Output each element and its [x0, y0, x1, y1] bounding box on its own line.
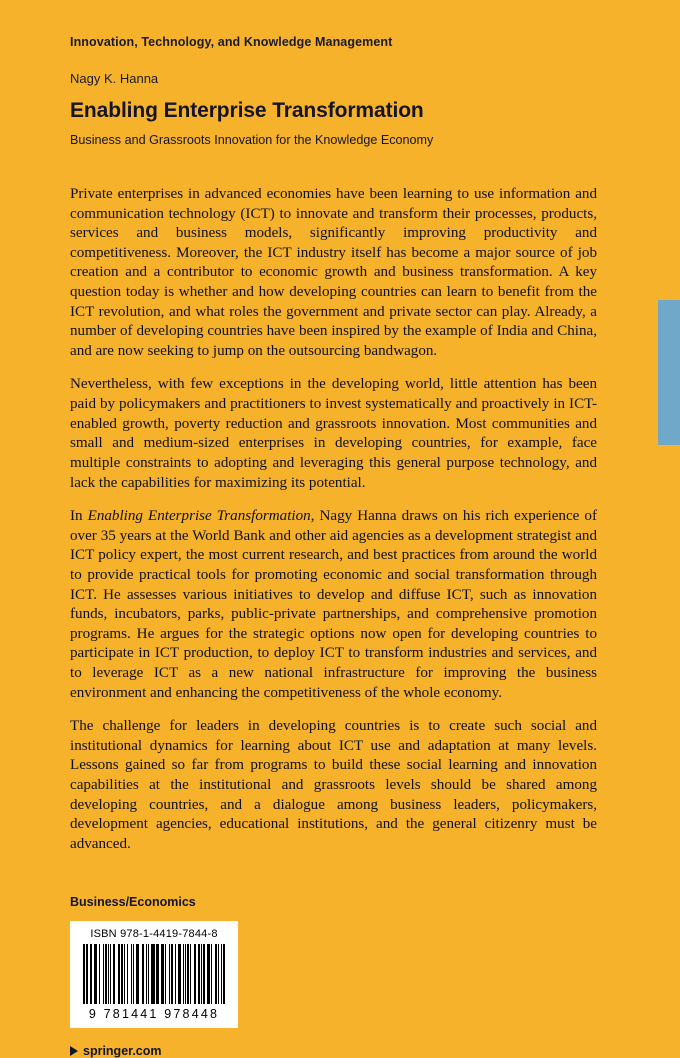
blurb-paragraph-3 — [70, 507, 597, 703]
barcode-icon — [79, 944, 229, 1004]
blurb-italic-title: Enabling Enterprise Transformation — [87, 508, 311, 525]
cover-content — [70, 0, 610, 1058]
blurb-paragraph-1: Private enterprises in advanced economies have been learning to use information and communication technology (ICT) to innovate and transform their processes, products, services and business models, significantly improving productivity and competitiveness. Moreover, the ICT industry itself has become a major source of job creation and a contributor to economic growth and business transformation. A key question today is whether and how developing countries can learn to benefit from the ICT revolution, and what roles the government and private sector can play. Already, a number of developing countries have been inspired by the example of India and China, and are now seeking to jump on the outsourcing bandwagon. — [70, 186, 597, 359]
triangle-icon — [70, 1046, 78, 1056]
blurb-paragraph-4: The challenge for leaders in developing countries is to create such social and institutional dynamics for learning about ICT use and adaptation at many levels. Lessons gained so far from programs to build these social learning and innovation capabilities at the institutional and grassroots levels should be shared among developing countries, and a dialogue among business leaders, policymakers, development agencies, educational institutions, and the general citizenry must be advanced. — [70, 718, 597, 852]
blurb-rest: , Nagy Hanna draws on his rich experience of over 35 years at the World Bank and other aid agencies as a development strategist and ICT policy expert, the most current research, and best practices from around the world to provide practical tools for promoting economic and social transformation through ICT. He assesses various initiatives to develop and diffuse ICT, such as innovation funds, incubators, parks, public-private partnerships, and comprehensive promotion programs. He argues for the strategic options now open for developing countries to participate in ICT production, to deploy ICT to transform industries and services, and to leverage ICT as a new national infrastructure for improving the business environment and enhancing the competitiveness of the whole economy. — [70, 508, 597, 701]
book-subtitle: Business and Grassroots Innovation for the Knowledge Economy — [70, 133, 434, 147]
blurb-paragraph-2: Nevertheless, with few exceptions in the developing world, little attention has been paid by policymakers and practitioners to invest systematically and proactively in ICT-enabled growth, poverty reduction and grassroots innovation. Most communities and small and medium-sized enterprises in developing countries, for example, face multiple constraints to adopting and leveraging this general purpose technology, and lack the capabilities for maximizing its potential. — [70, 376, 597, 491]
book-title: Enabling Enterprise Transformation — [70, 99, 424, 122]
publisher-logo — [70, 1044, 610, 1058]
series-title: Innovation, Technology, and Knowledge Management — [70, 35, 393, 49]
subject-category: Business/Economics — [70, 894, 196, 909]
blurb-text — [70, 185, 597, 855]
spine-color-band — [658, 300, 680, 445]
barcode-panel — [70, 921, 238, 1028]
author-name: Nagy K. Hanna — [70, 71, 159, 86]
blurb-lead-in: In — [70, 508, 88, 525]
isbn-label: ISBN 978-1-4419-7844-8 — [90, 927, 218, 940]
publisher-name: springer.com — [83, 1043, 162, 1058]
barcode-number: 9 781441 978448 — [88, 1006, 220, 1021]
